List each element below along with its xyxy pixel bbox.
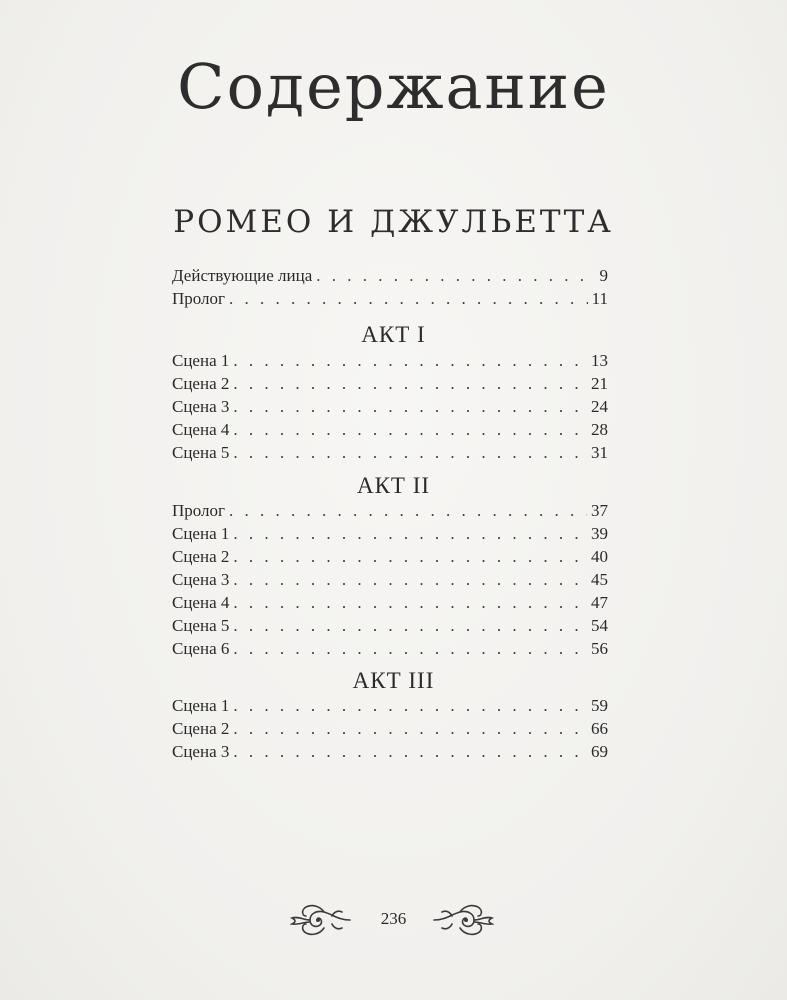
toc-entry-label: Сцена 5 [172,443,230,462]
leader-dots [233,591,587,614]
toc-entry[interactable] [172,694,608,717]
toc-entry-page: 59 [591,696,608,715]
toc-entry-label: Сцена 4 [172,593,230,612]
toc-act-1 [172,349,608,464]
leader-dots [233,740,587,763]
toc-entry[interactable] [172,441,608,464]
toc-entry-label: Сцена 1 [172,524,230,543]
toc-entry-page: 9 [599,266,608,285]
leader-dots [233,694,587,717]
toc-entry[interactable] [172,568,608,591]
toc-entry-page: 47 [591,593,608,612]
toc-entry-page: 31 [591,443,608,462]
toc-entry-page: 24 [591,397,608,416]
page-footer [0,900,787,940]
page-number: 236 [380,909,407,928]
leader-dots [229,499,587,522]
toc-entry-label: Сцена 2 [172,719,230,738]
toc-entry-label: Сцена 3 [172,397,230,416]
leader-dots [233,372,587,395]
toc-entry-page: 54 [591,616,608,635]
flourish-ornament-icon [432,900,496,940]
toc-act-3 [172,694,608,763]
toc-entry-label: Сцена 4 [172,420,230,439]
toc-entry-label: Сцена 3 [172,570,230,589]
toc-entry[interactable] [172,545,608,568]
toc-entry-page: 56 [591,639,608,658]
toc-entry-label: Сцена 2 [172,374,230,393]
toc-entry-label: Сцена 3 [172,742,230,761]
toc-entry[interactable] [172,264,608,287]
leader-dots [233,637,587,660]
toc-entry[interactable] [172,349,608,372]
toc-entry-page: 21 [591,374,608,393]
toc-entry-label: Действующие лица [172,266,313,285]
toc-intro [172,264,608,310]
toc-entry-page: 11 [591,289,608,308]
toc-entry[interactable] [172,372,608,395]
toc-entry-page: 13 [591,351,608,370]
toc-entry[interactable] [172,522,608,545]
toc-entry[interactable] [172,614,608,637]
act-heading: АКТ III [352,668,435,693]
play-title: РОМЕО И ДЖУЛЬЕТТА [173,204,614,240]
toc-entry[interactable] [172,287,608,310]
toc-entry-label: Сцена 5 [172,616,230,635]
toc-entry-page: 37 [591,501,608,520]
act-heading: АКТ I [361,322,426,347]
leader-dots [316,264,595,287]
leader-dots [233,545,587,568]
toc-entry-label: Сцена 6 [172,639,230,658]
leader-dots [233,522,587,545]
leader-dots [233,418,587,441]
toc-entry-page: 39 [591,524,608,543]
toc-entry-label: Пролог [172,501,226,520]
toc-act-2 [172,499,608,660]
toc-entry-label: Сцена 1 [172,696,230,715]
toc-entry-label: Сцена 1 [172,351,230,370]
toc-entry[interactable] [172,717,608,740]
act-heading: АКТ II [356,473,431,498]
leader-dots [233,717,587,740]
toc-entry-page: 66 [591,719,608,738]
contents-heading: Содержание [177,50,610,123]
leader-dots [233,395,587,418]
toc-entry[interactable] [172,637,608,660]
toc-entry-label: Сцена 2 [172,547,230,566]
toc-entry[interactable] [172,591,608,614]
leader-dots [233,568,587,591]
toc-entry-page: 28 [591,420,608,439]
toc-entry[interactable] [172,395,608,418]
toc-entry[interactable] [172,499,608,522]
toc-entry-page: 45 [591,570,608,589]
leader-dots [229,287,588,310]
toc-entry[interactable] [172,418,608,441]
leader-dots [233,614,587,637]
toc-entry-label: Пролог [172,289,226,308]
toc-entry-page: 69 [591,742,608,761]
leader-dots [233,441,587,464]
toc-entry-page: 40 [591,547,608,566]
toc-entry[interactable] [172,740,608,763]
leader-dots [233,349,587,372]
